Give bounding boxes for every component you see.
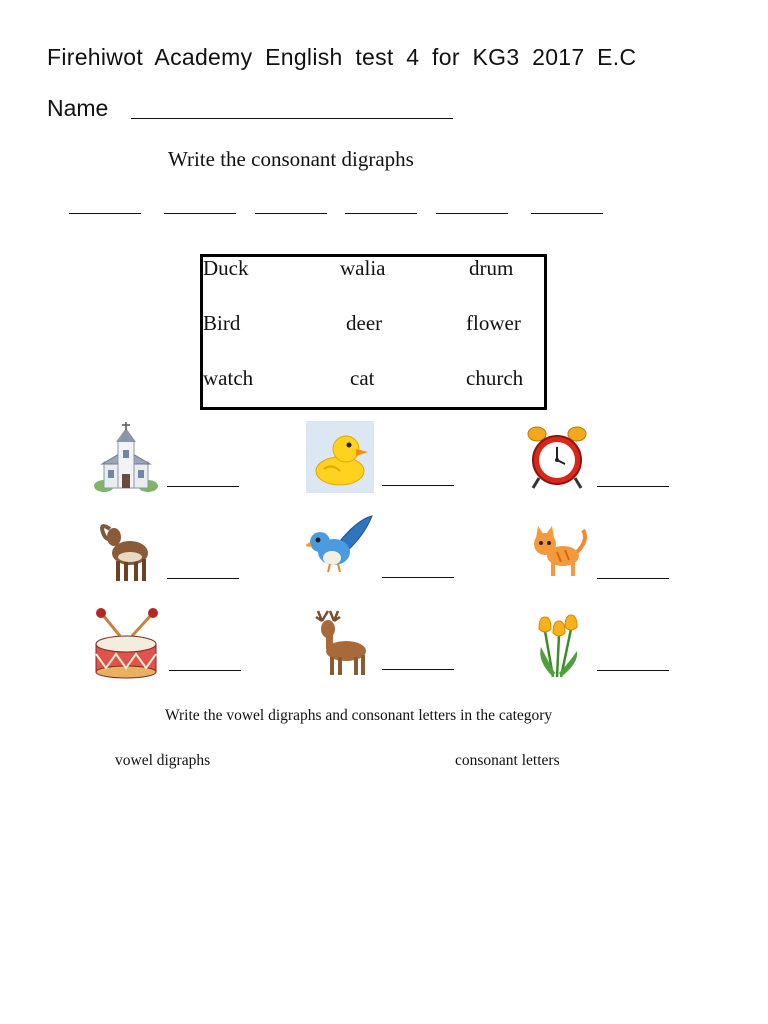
answer-blank[interactable] xyxy=(345,213,417,214)
picture-answer-blank[interactable] xyxy=(167,486,239,487)
word-bank-item: Duck xyxy=(203,256,249,280)
church-icon xyxy=(92,422,160,494)
word-bank-item: watch xyxy=(203,366,254,390)
drum-icon xyxy=(92,608,160,680)
word-bank-item: drum xyxy=(469,256,514,280)
walia-ibex-icon xyxy=(92,515,160,587)
picture-answer-blank[interactable] xyxy=(597,486,669,487)
picture-answer-blank[interactable] xyxy=(597,578,669,579)
alarm-clock-icon xyxy=(523,422,591,494)
answer-blank[interactable] xyxy=(69,213,141,214)
duck-icon xyxy=(306,421,374,493)
word-bank-item: deer xyxy=(346,311,383,335)
cat-icon xyxy=(523,512,591,584)
picture-answer-blank[interactable] xyxy=(597,670,669,671)
word-bank-item: church xyxy=(466,366,524,390)
vowel-digraphs-label: vowel digraphs xyxy=(115,752,211,769)
flower-icon xyxy=(523,607,591,679)
picture-answer-blank[interactable] xyxy=(382,577,454,578)
answer-blank[interactable] xyxy=(255,213,327,214)
word-bank-item: flower xyxy=(466,311,521,335)
word-bank-item: walia xyxy=(340,256,386,280)
picture-answer-blank[interactable] xyxy=(169,670,241,671)
name-input-line[interactable] xyxy=(131,118,453,119)
answer-blank[interactable] xyxy=(164,213,236,214)
name-label: Name xyxy=(47,95,109,121)
picture-answer-blank[interactable] xyxy=(382,669,454,670)
word-bank-item: Bird xyxy=(203,311,241,335)
picture-answer-blank[interactable] xyxy=(382,485,454,486)
consonant-digraphs-instruction: Write the consonant digraphs xyxy=(168,147,414,171)
consonant-letters-label: consonant letters xyxy=(455,752,560,769)
bird-icon xyxy=(306,512,374,584)
word-bank-item: cat xyxy=(350,366,375,390)
answer-blank[interactable] xyxy=(531,213,603,214)
picture-answer-blank[interactable] xyxy=(167,578,239,579)
deer-icon xyxy=(306,607,374,679)
page-title: Firehiwot Academy English test 4 for KG3 2017 E.C xyxy=(47,44,637,70)
category-instruction: Write the vowel digraphs and consonant letters in the category xyxy=(165,707,553,724)
answer-blank[interactable] xyxy=(436,213,508,214)
